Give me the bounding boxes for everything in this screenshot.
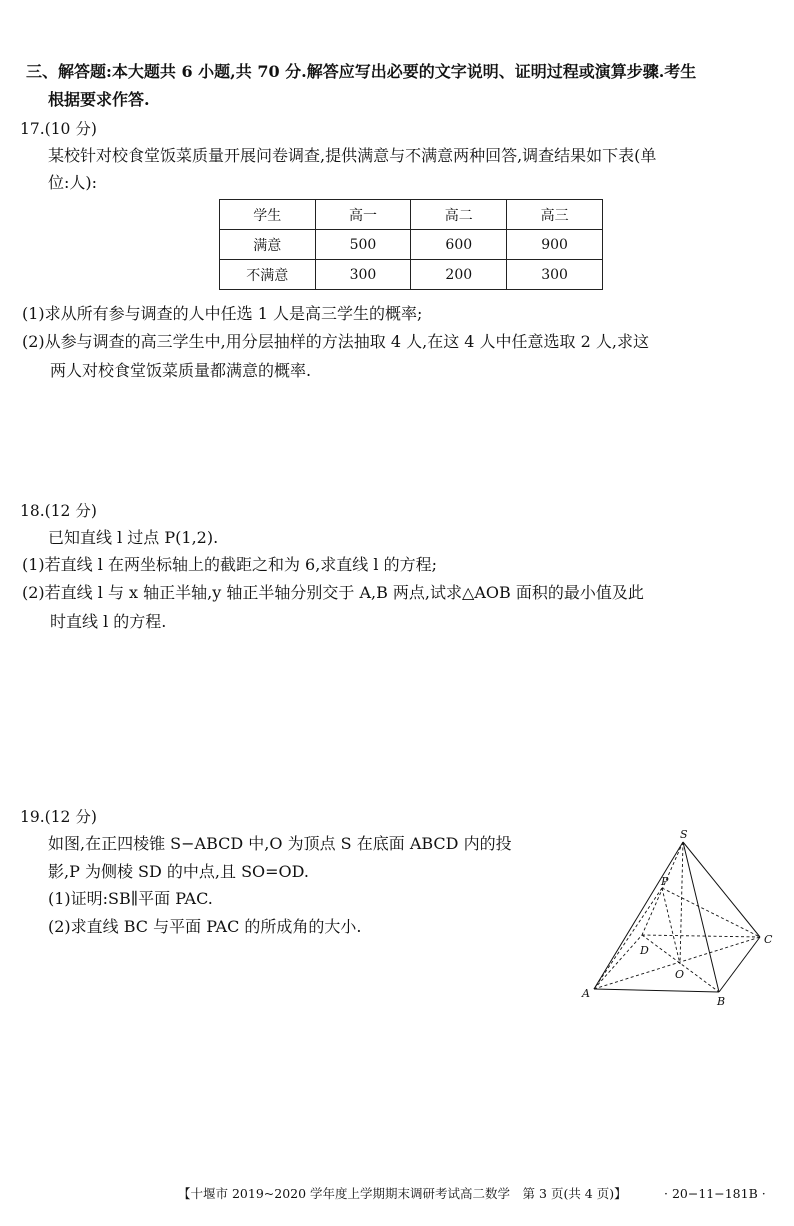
table-row xyxy=(220,230,603,260)
q17-intro-line1: 某校针对校食堂饭菜质量开展问卷调查,提供满意与不满意两种回答,调查结果如下表(单 xyxy=(48,146,657,165)
q19-intro-line1: 如图,在正四棱锥 S−ABCD 中,O 为顶点 S 在底面 ABCD 内的投 xyxy=(48,834,512,853)
table-cell: 200 xyxy=(411,260,507,290)
segment-PA xyxy=(594,888,662,989)
table-cell: 600 xyxy=(411,230,507,260)
table-cell: 500 xyxy=(315,230,411,260)
diagonal-AC xyxy=(594,937,760,989)
section-heading-line1: 三、解答题:本大题共 6 小题,共 70 分.解答应写出必要的文字说明、证明过程或演算步骤.考生 xyxy=(26,62,697,81)
table-cell: 300 xyxy=(315,260,411,290)
segment-PO xyxy=(662,888,680,964)
table-cell: 300 xyxy=(507,260,603,290)
table-header-cell: 高一 xyxy=(315,200,411,230)
table-header-cell: 学生 xyxy=(220,200,316,230)
survey-table xyxy=(219,199,603,290)
q17-part1: (1)求从所有参与调查的人中任选 1 人是高三学生的概率; xyxy=(22,304,423,323)
q18-intro: 已知直线 l 过点 P(1,2). xyxy=(48,528,219,547)
table-cell: 不满意 xyxy=(220,260,316,290)
q17-part2-line1: (2)从参与调查的高三学生中,用分层抽样的方法抽取 4 人,在这 4 人中任意选取 2 人,求这 xyxy=(22,332,649,351)
q17-part2-line2: 两人对校食堂饭菜质量都满意的概率. xyxy=(50,361,312,380)
edge-DC xyxy=(642,935,760,937)
label-P: P xyxy=(661,875,669,888)
edge-AB xyxy=(594,989,719,992)
table-header-row xyxy=(220,200,603,230)
q18-part2-line1: (2)若直线 l 与 x 轴正半轴,y 轴正半轴分别交于 A,B 两点,试求△AOB 面积的最小值及此 xyxy=(22,583,644,602)
label-C: C xyxy=(764,933,773,946)
table-cell: 满意 xyxy=(220,230,316,260)
q19-heading: 19.(12 分) xyxy=(20,808,97,826)
q18-heading: 18.(12 分) xyxy=(20,502,97,520)
segment-PC xyxy=(662,888,760,937)
footer-exam-info: 【十堰市 2019~2020 学年度上学期期末调研考试高二数学 第 3 页(共 4 页)】 xyxy=(178,1186,627,1201)
label-A: A xyxy=(582,987,590,1000)
section-heading-line2: 根据要求作答. xyxy=(48,90,150,109)
table-header-cell: 高二 xyxy=(411,200,507,230)
q17-intro-line2: 位:人): xyxy=(48,173,98,192)
edge-BC xyxy=(719,937,760,992)
q19-intro-line2: 影,P 为侧棱 SD 的中点,且 SO=OD. xyxy=(48,862,310,881)
segment-SO xyxy=(680,842,683,964)
footer-code: · 20−11−181B · xyxy=(664,1186,766,1201)
label-D: D xyxy=(640,944,649,957)
label-O: O xyxy=(675,968,685,981)
q19-part2: (2)求直线 BC 与平面 PAC 的所成角的大小. xyxy=(48,917,362,936)
q18-part1: (1)若直线 l 在两坐标轴上的截距之和为 6,求直线 l 的方程; xyxy=(22,555,437,574)
q19-part1: (1)证明:SB∥平面 PAC. xyxy=(48,889,213,908)
table-row xyxy=(220,260,603,290)
label-B: B xyxy=(717,995,726,1008)
edge-SA xyxy=(594,842,683,989)
pyramid-figure xyxy=(574,828,784,1013)
q17-heading: 17.(10 分) xyxy=(20,120,97,138)
edge-AD xyxy=(594,935,642,989)
table-cell: 900 xyxy=(507,230,603,260)
table-header-cell: 高三 xyxy=(507,200,603,230)
label-S: S xyxy=(680,828,688,841)
q18-part2-line2: 时直线 l 的方程. xyxy=(50,612,167,631)
